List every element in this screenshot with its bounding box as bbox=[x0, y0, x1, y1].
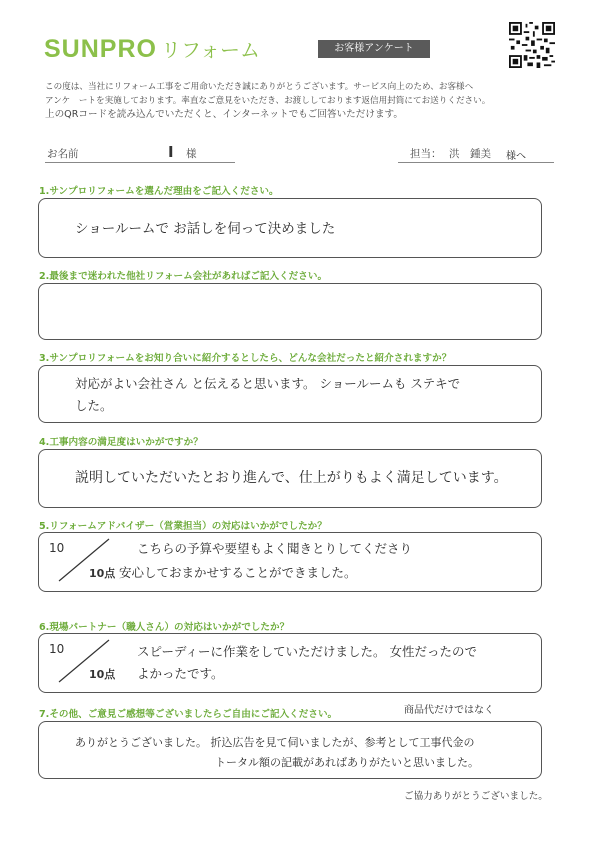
answer-3-line-2: した。 bbox=[75, 398, 113, 413]
name-value: I bbox=[168, 143, 174, 161]
brand-sub: リフォーム bbox=[160, 40, 260, 62]
answer-3-box bbox=[38, 365, 542, 423]
question-5-label: 5.リフォームアドバイザー（営業担当）の対応はいかがでしたか？ bbox=[39, 521, 327, 532]
answer-2-box bbox=[38, 283, 542, 340]
answer-1-box bbox=[38, 198, 542, 258]
brand-logo bbox=[44, 34, 260, 64]
answer-4-box bbox=[38, 449, 542, 508]
answer-7-box bbox=[38, 721, 542, 779]
answer-6-line-1: スピーディーに作業をしていただけました。 女性だったので bbox=[137, 644, 477, 659]
answer-6-box bbox=[38, 633, 542, 693]
answer-6-line-2: よかったです。 bbox=[137, 666, 224, 681]
question-3-label: 3.サンプロリフォームをお知り合いに紹介するとしたら、どんな会社だったと紹介されますか？ bbox=[39, 353, 452, 364]
answer-5-box bbox=[38, 532, 542, 592]
intro-text bbox=[45, 80, 555, 122]
question-1-label: 1.サンプロリフォームを選んだ理由をご記入ください。 bbox=[39, 186, 279, 197]
answer-4-line-1: 説明していただいたとおり進んで、仕上がりもよく満足しています。 bbox=[75, 470, 508, 486]
score-6-value: 10 bbox=[49, 642, 65, 656]
thanks-text: ご協力ありがとうございました。 bbox=[404, 791, 548, 802]
rep-label: 担当： bbox=[410, 148, 442, 160]
score-5-max: 10点 bbox=[89, 567, 116, 580]
answer-5-line-2: 安心しておまかせすることができました。 bbox=[119, 565, 357, 580]
intro-line-3: 上のQRコードを読み込んでいただくと、インターネットでもご回答いただけます。 bbox=[45, 109, 403, 120]
intro-line-2: アンケ ートを実施しております。率直なご意見をいただき、お渡ししております返信用封筒にてお送りください。 bbox=[45, 96, 491, 106]
question-4-label: 4.工事内容の満足度はいかがですか？ bbox=[39, 437, 203, 448]
rep-name: 洪 鍾美 bbox=[449, 148, 491, 160]
name-underline bbox=[45, 162, 235, 163]
intro-line-1: この度は、当社にリフォーム工事をご用命いただき誠にありがとうございます。サービス向上のため、お客様へ bbox=[45, 82, 474, 92]
question-2-label: 2.最後まで迷われた他社リフォーム会社があればご記入ください。 bbox=[39, 271, 328, 282]
score-6-max: 10点 bbox=[89, 668, 116, 681]
sama-label: 様 bbox=[186, 148, 197, 160]
answer-7-note: 商品代だけではなく bbox=[404, 705, 494, 716]
rep-underline bbox=[398, 162, 554, 163]
brand-name: SUNPRO bbox=[44, 35, 157, 63]
rep-handwritten: 様へ bbox=[506, 151, 526, 162]
answer-1-line-1: ショールームで お話しを伺って決めました bbox=[75, 221, 336, 237]
question-7-label: 7.その他、ご意見ご感想等ございましたらご自由にご記入ください。 bbox=[39, 709, 338, 720]
question-6-label: 6.現場パートナー（職人さん）の対応はいかがでしたか？ bbox=[39, 622, 290, 633]
qr-code-icon bbox=[509, 22, 555, 68]
answer-7-line-1: ありがとうございました。 折込広告を見て伺いましたが、参考として工事代金の bbox=[75, 736, 475, 749]
answer-3-line-1: 対応がよい会社さん と伝えると思います。 ショールームも ステキで bbox=[75, 376, 461, 391]
answer-7-line-2: トータル額の記載があればありがたいと思いました。 bbox=[215, 756, 479, 769]
score-5-value: 10 bbox=[49, 541, 65, 555]
survey-tag: お客様アンケート bbox=[318, 40, 430, 58]
answer-5-line-1: こちらの予算や要望もよく聞きとりしてくださり bbox=[137, 541, 413, 556]
name-label: お名前 bbox=[47, 148, 79, 160]
